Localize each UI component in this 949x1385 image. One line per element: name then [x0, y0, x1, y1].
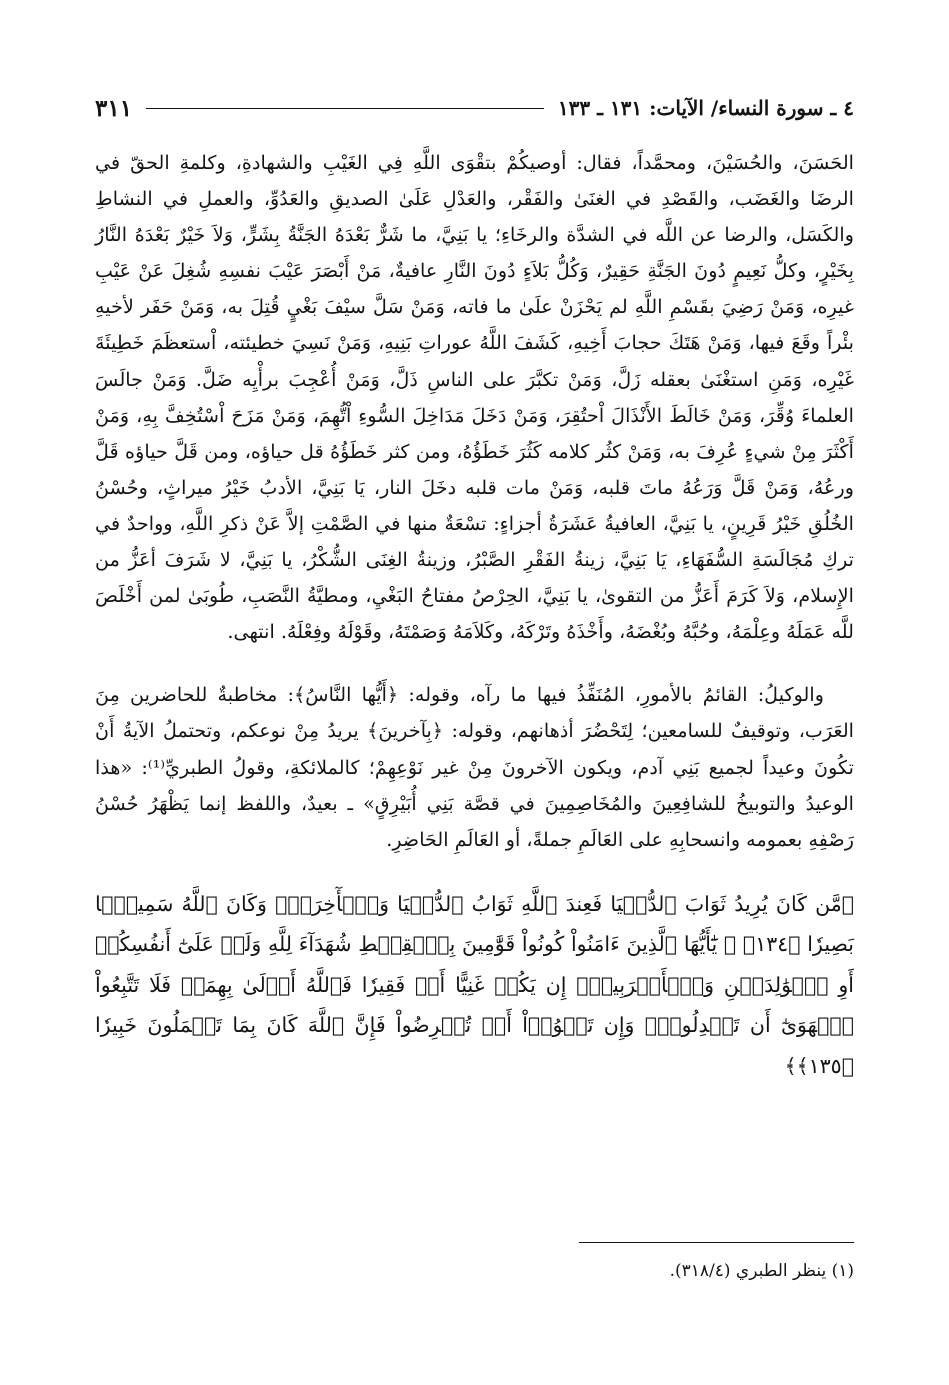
footnote: (١) ينظر الطبري (٣١٨/٤). — [669, 1261, 854, 1281]
footnote-rule — [579, 1242, 854, 1243]
running-header — [95, 90, 854, 126]
paragraph-2: والوكيلُ: القائمُ بالأمورِ، المُنَفِّذُ فيها ما رآه، وقوله: ﴿أَيُّها النَّاسُ﴾: مخاطبةٌ للحاضرين مِنَ العَرَب، وتوقيفٌ للسامعين؛ لِتَحْضُرَ أذهانهم، وقوله: ﴿بِآخرينَ﴾ يريدُ مِنْ نوعكم، وتحتملُ الآيةُ أَنْ تكُونَ وعيداً لجميع بَنِي آدم، ويكون الآخرونَ مِنْ غير نَوْعِهِمْ؛ كالملائكةِ، وقولُ الطبريِّ⁽¹⁾: «هذا الوعيدُ والتوبيخُ للشافِعِينَ والمُخَاصِمِينَ في قصَّة بَنِي أُبَيْرِقٍ» ـ بعيدٌ، واللفظ إنما يَظْهَرُ حُسْنُ رَصْفِهِ بعمومه وانسحابِهِ على العَالَمِ جملةً، أو العَالَمِ الحَاضِرِ. — [95, 683, 854, 851]
header-rule — [146, 108, 544, 109]
page-number: ٣١١ — [95, 94, 133, 122]
chapter-title: ٤ ـ سورة النساء/ الآيات: ١٣١ ـ ١٣٣ — [557, 96, 854, 120]
main-text — [95, 145, 854, 1107]
quran-verses: ﴿مَّن كَانَ يُرِيدُ ثَوَابَ ٱلدُّنۡيَا فَعِندَ ٱللَّهِ ثَوَابُ ٱلدُّنۡيَا وَٱلۡأٓخِرَةِۚ وَكَانَ ٱللَّهُ سَمِيعَۢا بَصِيرٗا ﴿١٣٤﴾ ۞ يَٰٓأَيُّهَا ٱلَّذِينَ ءَامَنُواْ كُونُواْ قَوَّٰمِينَ بِٱلۡقِسۡطِ شُهَدَآءَ لِلَّهِ وَلَوۡ عَلَىٰٓ أَنفُسِكُمۡ أَوِ ٱلۡوَٰلِدَيۡنِ وَٱلۡأَقۡرَبِينَۚ إِن يَكُنۡ غَنِيًّا أَوۡ فَقِيرٗا فَٱللَّهُ أَوۡلَىٰ بِهِمَاۖ فَلَا تَتَّبِعُواْ ٱلۡهَوَىٰٓ أَن تَعۡدِلُواْۚ وَإِن تَلۡوُۥٓاْ أَوۡ تُعۡرِضُواْ فَإِنَّ ٱللَّهَ كَانَ بِمَا تَعۡمَلُونَ خَبِيرٗا ﴿١٣٥﴾﴾ — [95, 891, 854, 1078]
paragraph-1: الحَسَنَ، والحُسَيْنَ، ومحمَّداً، فقال: أوصيكُمْ بتقْوَى اللَّهِ فِي الغَيْبِ والشهادةِ، وكلمةِ الحقّ في الرضَا والغَضَب، والقَصْدِ في الغنَىٰ والفَقْر، والعَدْلِ عَلَىٰ الصديقِ والعَدُوِّ، والعملِ في النشاطِ والكَسَل، والرضا عن اللَّه في الشدَّة والرخَاءِ؛ يا بَنِيَّ، ما شَرٌّ بَعْدَهُ الجَنَّةُ بِشَرٍّ، وَلاَ خَيْرٌ بَعْدَهُ النَّارُ بِخَيْرٍ، وكلُّ نَعِيمٍ دُونَ الجَنَّةِ حَقِيرٌ، وَكُلُّ بَلاَءٍ دُونَ النَّارِ عافيةٌ، مَنْ أَبْصَرَ عَيْبَ نفسِهِ شُغِلَ عَنْ عَيْبِ غيرِه، وَمَنْ رَضِيَ بقَسْمِ اللَّهِ لم يَحْزَنْ علَىٰ ما فاته، وَمَنْ سَلَّ سيْفَ بَغْيٍ قُتِلَ به، وَمَنْ حَفَر لأخيهِ بئْراً وقَعَ فيها، وَمَنْ هَتَكَ حجابَ أَخِيهِ، كَشَفَ اللَّهُ عوراتِ بَنِيهِ، وَمَنْ نَسِيَ خطيئته، اْستعظَمَ خَطِيئَةَ غَيْرِه، وَمَنِ استغْنَىٰ بعقله زَلَّ، وَمَنْ تكبَّرَ على الناسِ ذَلَّ، وَمَنْ أُعْجِبَ برأْيِه ضَلَّ. وَمَنْ جالَسَ العلماءَ وُقِّرَ، وَمَنْ خَالَطَ الأَنْذَالَ اْحتُقِرَ، وَمَنْ دَخَلَ مَدَاخِلَ السُّوءِ اْتُّهِمَ، وَمَنْ مَزَحَ اْسْتُخِفَّ بِهِ، وَمَنْ أَكْثَرَ مِنْ شيءٍ عُرِفَ به، وَمَنْ كثُر كلامه كَثُرَ خَطَؤُهُ، ومن كثر خَطَؤُهُ قل حياؤه، ومن قَلَّ حياؤه قَلَّ ورعُهُ، وَمَنْ قَلَّ وَرَعُهُ ماتَ قلبه، وَمَنْ مات قلبه دخَلَ النار، يَا بَنِيَّ، الأدبُ خَيْرُ ميراثٍ، وحُسْنُ الخُلُقِ خَيْرُ قَرِينٍ، يا بَنِيَّ، العافيةُ عَشَرَةُ أجزاءٍ: تسْعَةٌ منها في الصَّمْتِ إلاَّ عَنْ ذكرِ اللَّهِ، وواحدٌ في تركِ مُجَالَسَةِ السُّفَهَاءِ، يَا بَنِيَّ، زينةُ الفَقْرِ الصَّبْرُ، وزينةُ الغِنَى الشُّكْرُ، يا بَنِيَّ، لا شَرَفَ أعَزُّ من الإِسلام، وَلاَ كَرَمَ أَعَزُّ من التقوىٰ، يا بَنِيَّ، الحِرْصُ مفتاحُ البَغْيِ، ومطيَّةُ النَّصَبِ، طُوبَىٰ لمن أَخْلَصَ للَّه عَمَلَهُ وعِلْمَهُ، وحُبَّهُ وبُغْضَهُ، وأَخْذَهُ وتَرْكَهُ، وكَلاَمَهُ وَصَمْتَهُ، وقَوْلَهُ وفِعْلَهُ. انتهى. — [95, 151, 854, 644]
